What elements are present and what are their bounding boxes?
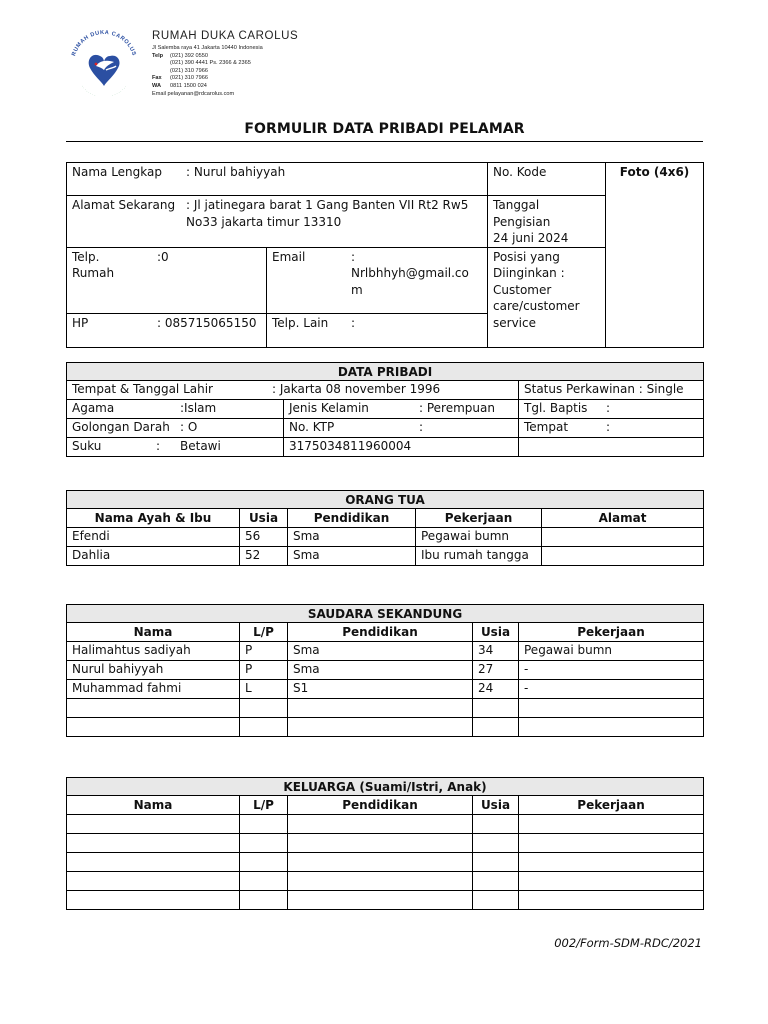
parent-age[interactable]: 52	[240, 547, 288, 566]
ktp-label: No. KTP	[289, 420, 335, 434]
family-job[interactable]	[519, 891, 704, 910]
family-education[interactable]	[288, 872, 473, 891]
col-sibling-name: Nama	[67, 623, 240, 642]
parent-education[interactable]: Sma	[288, 547, 416, 566]
family-education[interactable]	[288, 853, 473, 872]
sibling-job[interactable]: Pegawai bumn	[519, 642, 704, 661]
family-education[interactable]	[288, 815, 473, 834]
family-job[interactable]	[519, 853, 704, 872]
hp-label: HP	[72, 315, 89, 330]
name-value: : Nurul bahiyyah	[186, 165, 286, 179]
kode-label: No. Kode	[493, 165, 547, 179]
telp-label: Telp	[152, 52, 164, 59]
sibling-gender[interactable]	[240, 699, 288, 718]
col-parent-address: Alamat	[542, 509, 704, 528]
siblings-table	[66, 604, 704, 737]
email-value: Nrlbhhyh@gmail.co	[351, 266, 469, 280]
parent-address[interactable]	[542, 528, 704, 547]
ktp-number: 3175034811960004	[289, 439, 412, 453]
svg-text:RUMAH DUKA CAROLUS: RUMAH DUKA CAROLUS	[71, 29, 137, 57]
blood-type-value: : O	[180, 420, 198, 434]
sibling-job[interactable]	[519, 718, 704, 737]
family-name[interactable]	[67, 891, 240, 910]
table-row	[67, 680, 704, 699]
org-wa: WA 0811 1500 024	[152, 82, 207, 89]
address-line-2: No33 jakarta timur 13310	[186, 214, 342, 229]
parent-job[interactable]: Ibu rumah tangga	[416, 547, 542, 566]
parent-age[interactable]: 56	[240, 528, 288, 547]
sibling-name[interactable]: Muhammad fahmi	[67, 680, 240, 699]
col-family-age: Usia	[473, 796, 519, 815]
home-phone-value: :0	[157, 249, 169, 264]
table-row	[67, 661, 704, 680]
address-line-1: : Jl jatinegara barat 1 Gang Banten VII Rt2 Rw5	[186, 198, 469, 212]
family-education[interactable]	[288, 891, 473, 910]
blood-type-label: Golongan Darah	[72, 420, 170, 434]
other-phone-cell[interactable]	[267, 313, 488, 347]
family-age[interactable]	[473, 853, 519, 872]
sibling-name[interactable]: Nurul bahiyyah	[67, 661, 240, 680]
family-name[interactable]	[67, 815, 240, 834]
family-age[interactable]	[473, 891, 519, 910]
table-row	[67, 853, 704, 872]
sibling-education[interactable]: Sma	[288, 661, 473, 680]
photo-label: Foto (4x6)	[619, 165, 690, 179]
sibling-name[interactable]	[67, 699, 240, 718]
marital-status-cell[interactable]	[519, 381, 704, 400]
family-name[interactable]	[67, 834, 240, 853]
col-sibling-education: Pendidikan	[288, 623, 473, 642]
gender-label: Jenis Kelamin	[289, 401, 369, 415]
table-row	[67, 834, 704, 853]
position-cell[interactable]: Posisi yang Diinginkan : Customer care/customer service	[488, 247, 606, 347]
birth-label: Tempat & Tanggal Lahir	[72, 382, 213, 396]
personal-data-heading: DATA PRIBADI	[67, 363, 704, 381]
hp-value: : 085715065150	[157, 315, 257, 330]
family-gender[interactable]	[240, 815, 288, 834]
sibling-education[interactable]	[288, 699, 473, 718]
parent-name[interactable]: Efendi	[67, 528, 240, 547]
org-email: Email pelayanan@rdcarolus.com	[152, 90, 235, 97]
org-name: RUMAH DUKA CAROLUS	[152, 30, 299, 42]
ethnicity-cell[interactable]: Suku : Betawi	[67, 438, 284, 457]
sibling-gender[interactable]: P	[240, 661, 288, 680]
date-cell[interactable]	[488, 196, 606, 248]
sibling-education[interactable]: S1	[288, 680, 473, 699]
sibling-name[interactable]: Halimahtus sadiyah	[67, 642, 240, 661]
other-phone-value: :	[351, 315, 356, 330]
blood-type-cell[interactable]	[67, 419, 284, 438]
sibling-age[interactable]	[473, 699, 519, 718]
family-name[interactable]	[67, 872, 240, 891]
table-row	[67, 699, 704, 718]
place-label: Tempat	[524, 420, 569, 434]
table-row	[67, 547, 704, 566]
family-table	[66, 777, 704, 910]
baptism-label: Tgl. Baptis	[524, 401, 588, 415]
religion-label: Agama	[72, 401, 115, 415]
sibling-name[interactable]	[67, 718, 240, 737]
name-label: Nama Lengkap	[72, 165, 162, 179]
col-family-gender: L/P	[240, 796, 288, 815]
personal-data-table	[66, 362, 704, 457]
col-parent-age: Usia	[240, 509, 288, 528]
parents-table	[66, 490, 704, 566]
col-family-name: Nama	[67, 796, 240, 815]
table-row	[67, 872, 704, 891]
baptism-cell[interactable]: Tgl. Baptis :	[519, 400, 704, 419]
siblings-heading: SAUDARA SEKANDUNG	[67, 605, 704, 623]
family-gender[interactable]	[240, 872, 288, 891]
sibling-gender[interactable]: P	[240, 642, 288, 661]
ktp-number-cell[interactable]	[284, 438, 519, 457]
sibling-age[interactable]: 34	[473, 642, 519, 661]
col-family-education: Pendidikan	[288, 796, 473, 815]
family-gender[interactable]	[240, 853, 288, 872]
col-parent-name: Nama Ayah & Ibu	[67, 509, 240, 528]
name-cell[interactable]	[67, 163, 488, 196]
home-phone-cell[interactable]: Telp. Rumah :0	[67, 247, 267, 313]
address-label: Alamat Sekarang	[72, 198, 176, 212]
religion-value: :Islam	[180, 401, 217, 415]
empty-cell[interactable]	[519, 438, 704, 457]
parents-heading: ORANG TUA	[67, 491, 704, 509]
kode-cell[interactable]	[488, 163, 606, 196]
position-value: Customer	[493, 282, 552, 297]
svg-text:· · · · · · · · · · · · · · ·: · · · · · · · · · · · · · · · ·	[80, 84, 128, 96]
family-age[interactable]	[473, 872, 519, 891]
date-label: Tanggal Pengisian	[493, 198, 551, 229]
family-age[interactable]	[473, 815, 519, 834]
table-row	[67, 815, 704, 834]
col-sibling-gender: L/P	[240, 623, 288, 642]
hp-cell[interactable]	[67, 313, 267, 347]
family-job[interactable]	[519, 815, 704, 834]
identity-table	[66, 162, 704, 348]
sibling-gender[interactable]: L	[240, 680, 288, 699]
religion-cell[interactable]	[67, 400, 284, 419]
gender-cell[interactable]	[284, 400, 519, 419]
title-divider	[66, 141, 703, 142]
email-label: Email	[272, 249, 306, 264]
table-row	[67, 528, 704, 547]
family-education[interactable]	[288, 834, 473, 853]
sibling-education[interactable]: Sma	[288, 642, 473, 661]
col-parent-job: Pekerjaan	[416, 509, 542, 528]
col-sibling-job: Pekerjaan	[519, 623, 704, 642]
family-heading: KELUARGA (Suami/Istri, Anak)	[67, 778, 704, 796]
family-age[interactable]	[473, 834, 519, 853]
parent-address[interactable]	[542, 547, 704, 566]
sibling-job[interactable]: -	[519, 661, 704, 680]
parent-job[interactable]: Pegawai bumn	[416, 528, 542, 547]
col-family-job: Pekerjaan	[519, 796, 704, 815]
sibling-gender[interactable]	[240, 718, 288, 737]
org-fax: Fax (021) 310 7966	[152, 75, 208, 82]
ethnicity-value: Betawi	[180, 439, 221, 453]
sibling-age[interactable]: 27	[473, 661, 519, 680]
home-phone-label: Telp.	[72, 249, 100, 264]
date-value: 24 juni 2024	[493, 231, 569, 245]
sibling-age[interactable]	[473, 718, 519, 737]
organization-info	[152, 30, 298, 98]
ethnicity-label: Suku	[72, 439, 102, 453]
email-cell[interactable]: Email : Nrlbhhyh@gmail.co m	[267, 247, 488, 313]
marital-status: Status Perkawinan : Single	[524, 382, 684, 396]
gender-value: : Perempuan	[419, 401, 495, 415]
place-cell[interactable]: Tempat :	[519, 419, 704, 438]
address-cell[interactable]	[67, 196, 488, 248]
family-name[interactable]	[67, 853, 240, 872]
sibling-job[interactable]: -	[519, 680, 704, 699]
photo-box[interactable]	[606, 163, 704, 348]
birth-cell[interactable]	[67, 381, 519, 400]
ktp-cell[interactable]: No. KTP :	[284, 419, 519, 438]
table-row	[67, 891, 704, 910]
rumah-duka-carolus-logo	[66, 26, 142, 96]
parent-education[interactable]: Sma	[288, 528, 416, 547]
sibling-education[interactable]	[288, 718, 473, 737]
table-row	[67, 718, 704, 737]
table-row	[67, 642, 704, 661]
col-sibling-age: Usia	[473, 623, 519, 642]
sibling-job[interactable]	[519, 699, 704, 718]
sibling-age[interactable]: 24	[473, 680, 519, 699]
other-phone-label: Telp. Lain	[272, 315, 329, 330]
family-gender[interactable]	[240, 834, 288, 853]
col-parent-education: Pendidikan	[288, 509, 416, 528]
family-job[interactable]	[519, 872, 704, 891]
form-code: 002/Form-SDM-RDC/2021	[554, 936, 702, 950]
family-gender[interactable]	[240, 891, 288, 910]
org-address: Jl Salemba raya 41 Jakarta 10440 Indonesia	[152, 45, 263, 51]
family-job[interactable]	[519, 834, 704, 853]
org-telp: Telp (021) 392 0550 (021) 390 4441 Ps. 2366 & 2365 (021) 310 7966	[152, 52, 251, 74]
birth-value: : Jakarta 08 november 1996	[272, 382, 441, 396]
parent-name[interactable]: Dahlia	[67, 547, 240, 566]
form-title: FORMULIR DATA PRIBADI PELAMAR	[244, 121, 525, 137]
